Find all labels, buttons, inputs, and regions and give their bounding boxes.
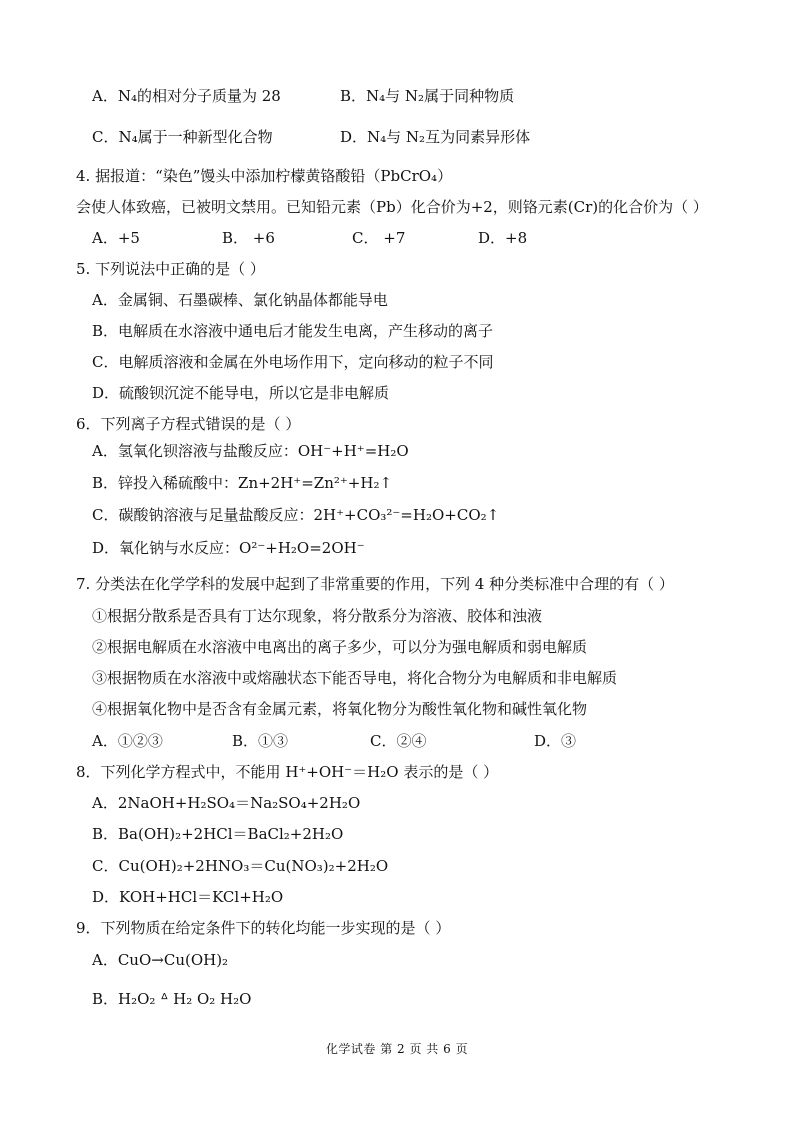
q5-option-b: B．电解质在水溶液中通电后才能发生电离，产生移动的离子 [92,322,494,340]
q5-option-c: C．电解质溶液和金属在外电场作用下，定向移动的粒子不同 [92,353,494,371]
q5-option-a: A．金属铜、石墨碳棒、氯化钠晶体都能导电 [92,291,388,309]
q8-stem: 8．下列化学方程式中，不能用 H⁺+OH⁻＝H₂O 表示的是（ ） [76,763,499,781]
q3-option-a: A．N₄的相对分子质量为 28 [92,87,281,105]
q6-option-c: C．碳酸钠溶液与足量盐酸反应：2H⁺+CO₃²⁻=H₂O+CO₂↑ [92,506,500,524]
q6-option-b: B．锌投入稀硫酸中：Zn+2H⁺=Zn²⁺+H₂↑ [92,474,393,492]
q7-option-a: A．①②③ [92,732,163,750]
q4-stem-line1: 4. 据报道：“染色”馒头中添加柠檬黄铬酸铅（PbCrO₄） [76,167,453,185]
page-footer: 化学试卷 第 2 页 共 6 页 [325,1042,469,1056]
q4-option-b: B． +6 [222,229,275,247]
q5-option-d: D．硫酸钡沉淀不能导电，所以它是非电解质 [92,384,390,402]
q4-option-c: C． +7 [352,229,406,247]
q6-stem: 6．下列离子方程式错误的是（ ） [76,415,301,433]
q8-option-d: D．KOH+HCl＝KCl+H₂O [92,888,284,906]
q7-option-c: C．②④ [370,732,427,750]
q9-option-a: A．CuO→Cu(OH)₂ [92,951,229,969]
q7-stem: 7. 分类法在化学学科的发展中起到了非常重要的作用，下列 4 种分类标准中合理的有（ ） [76,575,674,593]
q4-option-a: A．+5 [92,229,140,247]
q8-option-a: A．2NaOH+H₂SO₄＝Na₂SO₄+2H₂O [92,794,361,812]
q9-option-b: B．H₂O₂ ᐞ H₂ O₂ H₂O [92,990,252,1008]
q3-option-b: B．N₄与 N₂属于同种物质 [340,87,515,105]
q3-option-d: D．N₄与 N₂互为同素异形体 [340,128,531,146]
q7-item-3: ③根据物质在水溶液中或熔融状态下能否导电，将化合物分为电解质和非电解质 [92,669,618,687]
q9-stem: 9．下列物质在给定条件下的转化均能一步实现的是（ ） [76,919,451,937]
q4-option-d: D．+8 [478,229,528,247]
q6-option-d: D．氧化钠与水反应：O²⁻+H₂O=2OH⁻ [92,539,365,557]
q8-option-b: B．Ba(OH)₂+2HCl＝BaCl₂+2H₂O [92,825,344,843]
q7-item-2: ②根据电解质在水溶液中电离出的离子多少，可以分为强电解质和弱电解质 [92,638,588,656]
q4-stem-line2: 会使人体致癌，已被明文禁用。已知铅元素（Pb）化合价为+2，则铬元素(Cr)的化合价为（ ） [76,198,708,216]
q7-item-1: ①根据分散系是否具有丁达尔现象，将分散系分为溶液、胶体和浊液 [92,607,543,625]
q5-stem: 5. 下列说法中正确的是（ ） [76,260,265,278]
q7-option-b: B．①③ [232,732,289,750]
q7-item-4: ④根据氧化物中是否含有金属元素，将氧化物分为酸性氧化物和碱性氧化物 [92,700,588,718]
q3-option-c: C．N₄属于一种新型化合物 [92,128,273,146]
q7-option-d: D．③ [534,732,577,750]
q8-option-c: C．Cu(OH)₂+2HNO₃＝Cu(NO₃)₂+2H₂O [92,857,389,875]
q6-option-a: A．氢氧化钡溶液与盐酸反应：OH⁻+H⁺=H₂O [92,442,409,460]
